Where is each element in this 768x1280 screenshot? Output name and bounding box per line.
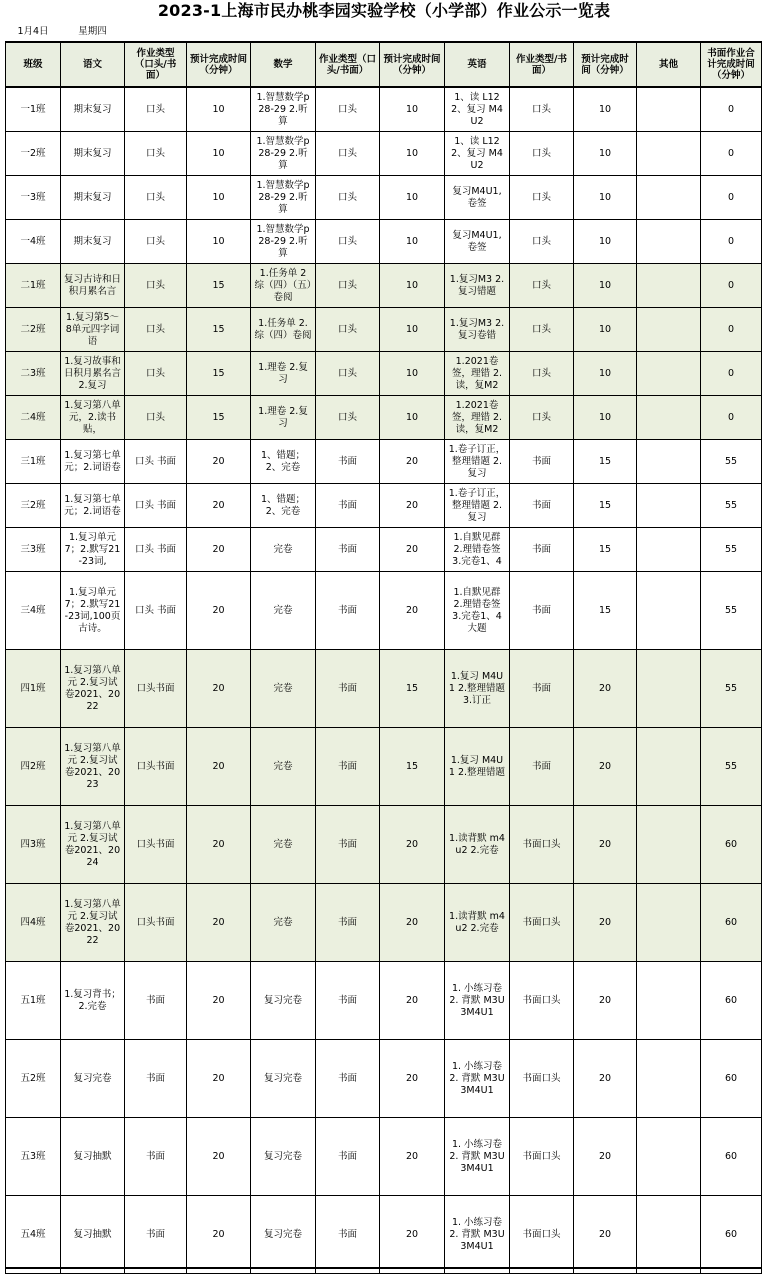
cell-chinese: 1.复习第八单元，2.读书贴， [61,396,125,440]
cell-math-type: 书面 [316,572,380,650]
cell-class: 四1班 [6,650,61,728]
cell-english-type: 口头 [510,352,574,396]
cell-english-time: 10 [574,176,637,220]
cell-chinese-type: 口头书面 [125,728,187,806]
cell-chinese-time: 15 [187,264,251,308]
cell-chinese: 1.复习单元7；2.默写21-23词, [61,528,125,572]
cell-chinese: 1.复习第八单元 2.复习试卷2021、2022 [61,884,125,962]
cell-english: 1.自默见群 2.理错卷签 3.完卷1、4 [445,528,510,572]
cell-math-type: 书面 [316,484,380,528]
cell-chinese: 期末复习 [61,176,125,220]
cell-english-type: 书面口头 [510,1040,574,1118]
cell-math: 完卷 [251,728,316,806]
cell-math-time: 10 [380,264,445,308]
cell-english-time: 20 [574,728,637,806]
cell-english-type: 书面 [510,440,574,484]
cell-total: 60 [701,884,762,962]
cell-english: 1.2021卷签，理错 2.读，复M2 [445,396,510,440]
cell-other [637,87,701,132]
cell-chinese-time: 20 [187,572,251,650]
table-row [6,1196,762,1274]
cell-chinese: 复习古诗和日积月累名言 [61,264,125,308]
table-row [6,396,762,440]
cell-english-time: 20 [574,650,637,728]
header-chinese: 语文 [61,42,125,87]
cell-chinese: 1.复习第5～8单元四字词语 [61,308,125,352]
cell-english-type: 书面 [510,572,574,650]
cell-english: 1.复习M3 2.复习卷错 [445,308,510,352]
cell-total: 55 [701,440,762,484]
cell-other [637,884,701,962]
cell-math-time: 20 [380,484,445,528]
cell-other [637,1040,701,1118]
cell-english-type: 口头 [510,220,574,264]
cell-total: 55 [701,572,762,650]
cell-class: 三1班 [6,440,61,484]
cell-chinese: 期末复习 [61,132,125,176]
cell-chinese-type: 口头书面 [125,884,187,962]
cell-chinese-type: 口头 [125,352,187,396]
cell-english-type: 口头 [510,87,574,132]
cell-chinese-type: 口头 [125,220,187,264]
cell-math-time: 15 [380,728,445,806]
cell-english-type: 书面 [510,728,574,806]
cell-chinese-type: 口头 书面 [125,440,187,484]
cell-math: 复习完卷 [251,1118,316,1196]
cell-english: 1. 小练习卷 2. 背默 M3U3M4U1 [445,962,510,1040]
cell-english-time: 10 [574,220,637,264]
cell-chinese-time: 20 [187,440,251,484]
header-total: 书面作业合计完成时间（分钟） [701,42,762,87]
cell-english-type: 口头 [510,308,574,352]
cell-english-time: 15 [574,572,637,650]
cell-english-time: 15 [574,484,637,528]
cell-math: 1.智慧数学p28-29 2.听算 [251,220,316,264]
table-row [6,962,762,1040]
cell-english: 1.复习 M4U1 2.整理错题 [445,728,510,806]
cell-math-type: 书面 [316,1196,380,1274]
table-row [6,806,762,884]
cell-math: 复习完卷 [251,1196,316,1274]
cell-chinese-time: 20 [187,1040,251,1118]
cell-math-type: 书面 [316,650,380,728]
cell-math-time: 20 [380,806,445,884]
cell-class: 二3班 [6,352,61,396]
table-row [6,528,762,572]
header-english-type: 作业类型/书面） [510,42,574,87]
cell-chinese-type: 口头 [125,132,187,176]
cell-class: 一1班 [6,87,61,132]
cell-math: 1、错题；2、完卷 [251,484,316,528]
cell-total: 0 [701,176,762,220]
table-row [6,264,762,308]
cell-chinese-type: 口头 [125,264,187,308]
cell-other [637,308,701,352]
cell-class: 二2班 [6,308,61,352]
cell-other [637,1118,701,1196]
cell-class: 一2班 [6,132,61,176]
header-math: 数学 [251,42,316,87]
cell-math: 1.任务单 2 综（四）（五）卷阅 [251,264,316,308]
cell-math-time: 20 [380,884,445,962]
cell-math-type: 口头 [316,308,380,352]
cell-english: 1.卷子订正，整理错题 2.复习 [445,484,510,528]
cell-math: 复习完卷 [251,1040,316,1118]
cell-chinese: 复习抽默 [61,1196,125,1274]
cell-class: 二1班 [6,264,61,308]
cell-math-time: 20 [380,962,445,1040]
cell-english-type: 口头 [510,176,574,220]
cell-total: 0 [701,132,762,176]
cell-chinese: 复习完卷 [61,1040,125,1118]
cell-chinese-time: 20 [187,528,251,572]
cell-chinese-time: 20 [187,484,251,528]
cell-chinese-time: 10 [187,87,251,132]
cell-math: 1.智慧数学p28-29 2.听算 [251,132,316,176]
cell-english: 1.复习M3 2.复习错题 [445,264,510,308]
cell-math: 1.理卷 2.复习 [251,352,316,396]
cell-total: 0 [701,308,762,352]
cell-total: 0 [701,220,762,264]
cell-math-type: 口头 [316,87,380,132]
cell-other [637,650,701,728]
cell-total: 0 [701,396,762,440]
table-row [6,352,762,396]
table-row [6,220,762,264]
cell-chinese-time: 20 [187,650,251,728]
cell-chinese-time: 20 [187,728,251,806]
homework-table [5,22,762,1274]
cell-math-time: 10 [380,308,445,352]
cell-chinese: 1.复习故事和日积月累名言 2.复习 [61,352,125,396]
cell-english-time: 20 [574,962,637,1040]
cell-other [637,264,701,308]
table-row [6,308,762,352]
cell-english-time: 10 [574,352,637,396]
cell-math-time: 10 [380,396,445,440]
cell-chinese-type: 书面 [125,1196,187,1274]
cell-class: 五3班 [6,1118,61,1196]
cell-english-type: 书面口头 [510,962,574,1040]
cell-class: 四2班 [6,728,61,806]
cell-english-time: 20 [574,1196,637,1274]
cell-math-time: 20 [380,1196,445,1274]
cell-english-type: 书面口头 [510,1118,574,1196]
cell-math-type: 书面 [316,728,380,806]
table-row [6,132,762,176]
cell-english-time: 10 [574,396,637,440]
cell-class: 五1班 [6,962,61,1040]
cell-chinese-time: 20 [187,884,251,962]
cell-english: 1. 小练习卷 2. 背默 M3U3M4U1 [445,1040,510,1118]
cell-chinese-time: 10 [187,132,251,176]
cell-english-type: 口头 [510,264,574,308]
cell-english: 1.复习 M4U1 2.整理错题 3.订正 [445,650,510,728]
cell-other [637,132,701,176]
cell-chinese: 期末复习 [61,87,125,132]
cell-chinese-type: 口头 [125,308,187,352]
cell-english: 1.2021卷签，理错 2.读，复M2 [445,352,510,396]
cell-total: 60 [701,1118,762,1196]
cell-chinese: 1.复习第八单元 2.复习试卷2021、2024 [61,806,125,884]
cell-math-time: 20 [380,440,445,484]
cell-chinese: 1.复习单元7；2.默写21-23词,100页古诗。 [61,572,125,650]
cell-math-time: 20 [380,572,445,650]
cell-english: 1.读背默 m4u2 2.完卷 [445,806,510,884]
cell-class: 四4班 [6,884,61,962]
cell-chinese: 1.复习第七单元；2.词语卷 [61,484,125,528]
cell-math-time: 20 [380,1040,445,1118]
cell-math-time: 10 [380,220,445,264]
cell-other [637,528,701,572]
cell-english-time: 20 [574,884,637,962]
cell-english: 1.自默见群 2.理错卷签 3.完卷1、4大题 [445,572,510,650]
cell-class: 一4班 [6,220,61,264]
cell-chinese-type: 口头 书面 [125,572,187,650]
cell-math: 完卷 [251,572,316,650]
cell-chinese: 1.复习背书；2.完卷 [61,962,125,1040]
cell-math-time: 10 [380,176,445,220]
cell-chinese-type: 口头 [125,176,187,220]
header-chinese-type: 作业类型（口头/书面） [125,42,187,87]
cell-math: 1、错题；2、完卷 [251,440,316,484]
cell-other [637,440,701,484]
cell-math-time: 10 [380,352,445,396]
cell-math: 完卷 [251,884,316,962]
header-math-type: 作业类型（口头/书面） [316,42,380,87]
cell-math-time: 20 [380,1118,445,1196]
cell-math-time: 10 [380,87,445,132]
cell-class: 一3班 [6,176,61,220]
cell-chinese-type: 口头 书面 [125,484,187,528]
cell-english: 1. 小练习卷 2. 背默 M3U3M4U1 [445,1118,510,1196]
cell-english-time: 15 [574,528,637,572]
header-english: 英语 [445,42,510,87]
table-row [6,176,762,220]
header-math-time: 预计完成时间（分钟） [380,42,445,87]
cell-chinese-type: 口头 [125,396,187,440]
cell-chinese-type: 口头 书面 [125,528,187,572]
cell-total: 60 [701,1040,762,1118]
table-bottom-rule [5,1267,761,1269]
cell-class: 五4班 [6,1196,61,1274]
cell-class: 四3班 [6,806,61,884]
cell-english-time: 10 [574,132,637,176]
cell-chinese-time: 20 [187,806,251,884]
cell-chinese-time: 20 [187,1196,251,1274]
cell-math: 1.智慧数学p28-29 2.听算 [251,176,316,220]
cell-total: 0 [701,87,762,132]
cell-english: 1.卷子订正，整理错题 2.复习 [445,440,510,484]
cell-other [637,484,701,528]
cell-math-time: 15 [380,650,445,728]
cell-chinese-time: 10 [187,176,251,220]
cell-total: 0 [701,264,762,308]
cell-math: 完卷 [251,806,316,884]
cell-math-time: 20 [380,528,445,572]
cell-math: 1.任务单 2.综（四）卷阅 [251,308,316,352]
page-title: 2023-1上海市民办桃李园实验学校（小学部）作业公示一览表 [157,1,611,20]
cell-math: 复习完卷 [251,962,316,1040]
cell-math-type: 书面 [316,884,380,962]
cell-other [637,962,701,1040]
cell-chinese: 1.复习第八单元 2.复习试卷2021、2022 [61,650,125,728]
cell-chinese-type: 口头书面 [125,650,187,728]
cell-chinese-time: 15 [187,308,251,352]
cell-other [637,176,701,220]
cell-english-time: 10 [574,264,637,308]
cell-chinese-time: 15 [187,352,251,396]
cell-total: 0 [701,352,762,396]
cell-chinese: 复习抽默 [61,1118,125,1196]
cell-math-type: 书面 [316,1118,380,1196]
cell-class: 三3班 [6,528,61,572]
cell-english-time: 15 [574,440,637,484]
cell-english-type: 书面 [510,528,574,572]
cell-math-type: 书面 [316,440,380,484]
cell-chinese: 期末复习 [61,220,125,264]
cell-chinese-time: 15 [187,396,251,440]
cell-chinese-time: 20 [187,962,251,1040]
cell-english-type: 书面 [510,484,574,528]
cell-math-type: 口头 [316,352,380,396]
table-row [6,728,762,806]
cell-english-type: 书面口头 [510,1196,574,1274]
cell-math-type: 口头 [316,264,380,308]
cell-other [637,220,701,264]
cell-math: 完卷 [251,528,316,572]
cell-english-time: 10 [574,87,637,132]
cell-english: 1、读 L12 2、复习 M4U2 [445,87,510,132]
cell-other [637,352,701,396]
cell-chinese: 1.复习第八单元 2.复习试卷2021、2023 [61,728,125,806]
header-other: 其他 [637,42,701,87]
cell-class: 二4班 [6,396,61,440]
cell-total: 60 [701,1196,762,1274]
cell-other [637,396,701,440]
table-row [6,484,762,528]
table-row [6,1040,762,1118]
cell-english-time: 20 [574,1040,637,1118]
table-row [6,650,762,728]
cell-english-time: 10 [574,308,637,352]
cell-chinese-type: 书面 [125,962,187,1040]
cell-other [637,572,701,650]
cell-math-type: 口头 [316,396,380,440]
cell-english: 复习M4U1,卷签 [445,220,510,264]
cell-math: 1.智慧数学p28-29 2.听算 [251,87,316,132]
header-chinese-time: 预计完成时间（分钟） [187,42,251,87]
cell-total: 60 [701,806,762,884]
cell-chinese-type: 口头书面 [125,806,187,884]
date-cell: 1月4日 [6,22,61,42]
cell-english: 1. 小练习卷 2. 背默 M3U3M4U1 [445,1196,510,1274]
cell-chinese-type: 书面 [125,1118,187,1196]
cell-english-type: 书面口头 [510,806,574,884]
cell-other [637,728,701,806]
table-row [6,87,762,132]
cell-english-time: 20 [574,1118,637,1196]
table-row [6,884,762,962]
cell-math-time: 10 [380,132,445,176]
cell-math-type: 书面 [316,528,380,572]
cell-math-type: 口头 [316,176,380,220]
cell-chinese: 1.复习第七单元；2.词语卷 [61,440,125,484]
cell-chinese-type: 口头 [125,87,187,132]
cell-chinese-time: 20 [187,1118,251,1196]
cell-english-type: 书面口头 [510,884,574,962]
cell-english-type: 书面 [510,650,574,728]
cell-math-type: 书面 [316,1040,380,1118]
cell-class: 五2班 [6,1040,61,1118]
cell-math: 完卷 [251,650,316,728]
header-class: 班级 [6,42,61,87]
cell-total: 55 [701,484,762,528]
cell-class: 三2班 [6,484,61,528]
cell-math-type: 口头 [316,132,380,176]
table-row [6,440,762,484]
cell-english-type: 口头 [510,132,574,176]
table-row [6,1118,762,1196]
cell-english-time: 20 [574,806,637,884]
cell-chinese-type: 书面 [125,1040,187,1118]
cell-english-type: 口头 [510,396,574,440]
cell-math-type: 口头 [316,220,380,264]
cell-total: 55 [701,528,762,572]
header-row [6,42,762,87]
cell-total: 55 [701,728,762,806]
cell-math-type: 书面 [316,806,380,884]
cell-math-type: 书面 [316,962,380,1040]
cell-english: 1.读背默 m4u2 2.完卷 [445,884,510,962]
cell-total: 60 [701,962,762,1040]
cell-other [637,806,701,884]
weekday-cell: 星期四 [61,22,125,42]
date-row [6,22,762,42]
table-row [6,572,762,650]
cell-math: 1.理卷 2.复习 [251,396,316,440]
cell-chinese-time: 10 [187,220,251,264]
cell-total: 55 [701,650,762,728]
cell-english: 1、读 L12 2、复习 M4U2 [445,132,510,176]
cell-class: 三4班 [6,572,61,650]
header-english-time: 预计完成时间（分钟） [574,42,637,87]
cell-other [637,1196,701,1274]
cell-english: 复习M4U1,卷签 [445,176,510,220]
